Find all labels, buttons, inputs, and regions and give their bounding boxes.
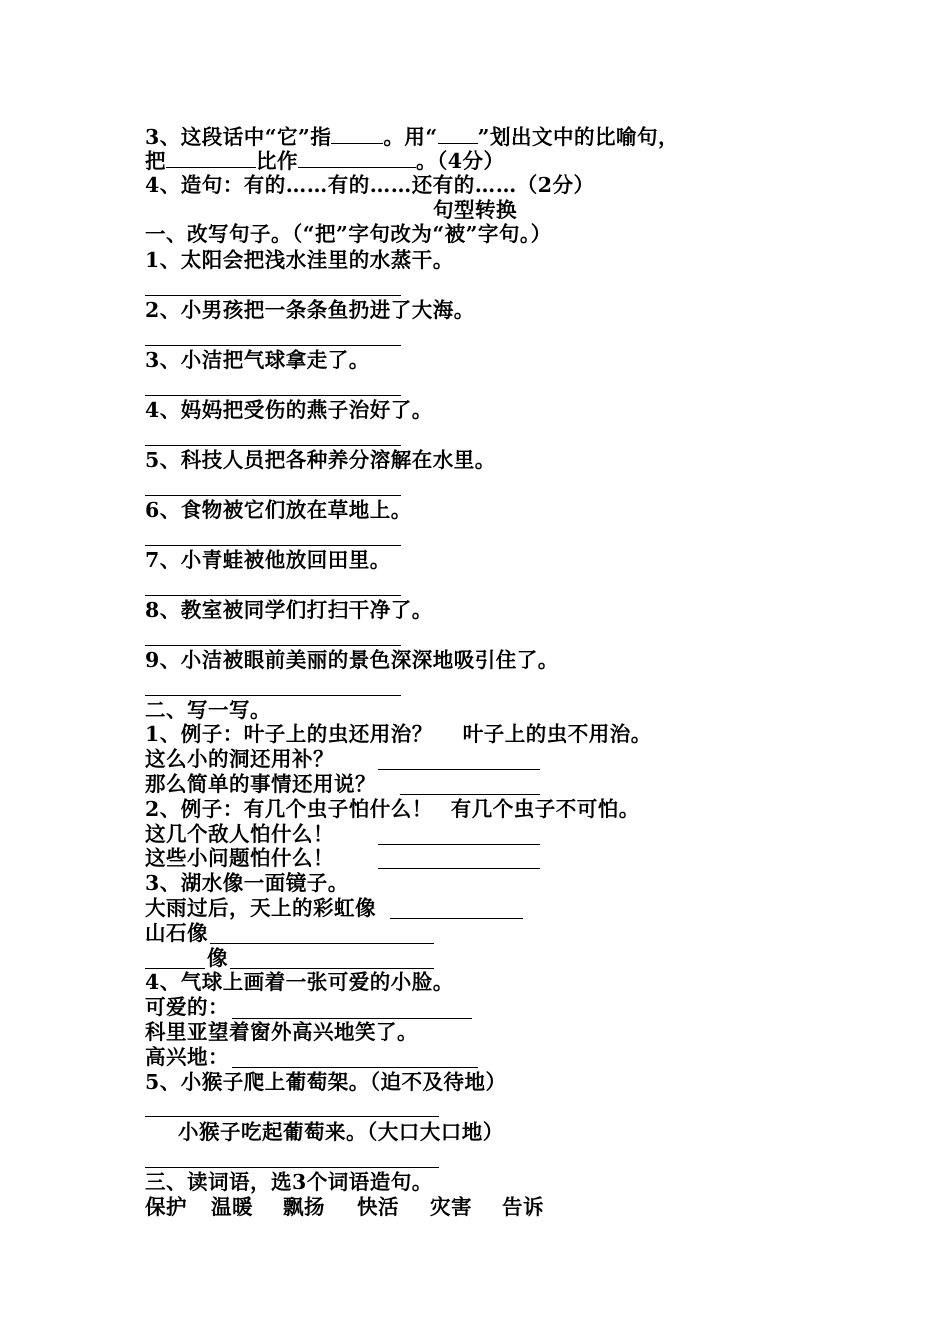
part2-ex5-blank-1[interactable] [145, 1116, 439, 1117]
part2-ex1-blank-1[interactable] [378, 769, 540, 770]
q3-score: 。（4分） [416, 149, 505, 173]
part2-ex4-blank-1[interactable] [232, 1018, 472, 1019]
part2-ex4-blank-2[interactable] [232, 1067, 478, 1068]
part1-answer-line-2[interactable] [145, 345, 401, 346]
part2-example-5: 5、小猴子爬上葡萄架。（迫不及待地） [145, 1070, 507, 1094]
part1-answer-line-8[interactable] [145, 645, 401, 646]
q3-text-3: ”划出文中的比喻句， [477, 125, 679, 149]
part2-example-3: 3、湖水像一面镜子。 [145, 871, 349, 895]
part1-item-3: 3、小洁把气球拿走了。 [145, 348, 370, 372]
q4-line: 4、造句：有的……有的……还有的……（2分） [145, 173, 595, 197]
part3-word-1: 保护 [145, 1195, 187, 1219]
q3-line2 [145, 148, 505, 173]
q3-text-2: 。用“ [383, 125, 438, 149]
part2-ex4-q2: 高兴地： [145, 1045, 229, 1069]
q3-blank-mark[interactable] [438, 124, 478, 144]
part3-heading: 三、读词语，选3个词语造句。 [145, 1170, 433, 1194]
part1-item-6: 6、食物被它们放在草地上。 [145, 498, 412, 522]
q3-text-ba: 把 [145, 149, 166, 173]
q3-text-1: 3、这段话中“它”指 [145, 125, 332, 149]
part2-ex2-blank-1[interactable] [378, 844, 540, 845]
part3-word-6: 告诉 [502, 1195, 544, 1219]
part1-item-9: 9、小洁被眼前美丽的景色深深地吸引住了。 [145, 648, 559, 672]
part1-answer-line-7[interactable] [145, 595, 401, 596]
part2-ex5-blank-2[interactable] [145, 1167, 439, 1168]
part2-ex3-blank-2[interactable] [210, 943, 434, 944]
part3-word-2: 温暖 [211, 1195, 253, 1219]
part1-item-8: 8、教室被同学们打扫干净了。 [145, 598, 433, 622]
q3-blank-a[interactable] [166, 148, 256, 168]
part2-example-2-question: 2、例子：有几个虫子怕什么！ [145, 797, 433, 821]
part2-ex1-q2: 那么简单的事情还用说？ [145, 772, 376, 796]
part2-heading: 二、写一写。 [145, 698, 271, 722]
part2-ex2-blank-2[interactable] [378, 868, 540, 869]
part2-ex2-q2: 这些小问题怕什么！ [145, 846, 334, 870]
part2-ex3-q3: 像 [207, 946, 228, 970]
part2-example-1-question: 1、例子：叶子上的虫还用治？ [145, 722, 433, 746]
part1-answer-line-4[interactable] [145, 445, 401, 446]
part1-item-1: 1、太阳会把浅水洼里的水蒸干。 [145, 248, 454, 272]
part2-ex3-q1: 大雨过后，天上的彩虹像 [145, 896, 376, 920]
q3-line1 [145, 124, 679, 149]
part2-ex3-blank-3a[interactable] [145, 968, 205, 969]
part3-word-5: 灾害 [430, 1195, 472, 1219]
part2-example-1-answer: 叶子上的虫不用治。 [462, 722, 652, 746]
part1-item-4: 4、妈妈把受伤的燕子治好了。 [145, 398, 433, 422]
part1-answer-line-3[interactable] [145, 395, 401, 396]
part2-ex4-sentence-2: 科里亚望着窗外高兴地笑了。 [145, 1020, 418, 1044]
part2-ex1-blank-2[interactable] [400, 794, 540, 795]
part2-example-1 [145, 722, 652, 746]
q3-text-bizuo: 比作 [256, 149, 298, 173]
q3-blank-b[interactable] [298, 148, 416, 168]
part2-ex4-q1: 可爱的： [145, 995, 229, 1019]
section-title: 句型转换 [433, 198, 517, 222]
part2-ex3-blank-3b[interactable] [230, 968, 434, 969]
part2-ex3-q2: 山石像 [145, 921, 208, 945]
part1-item-2: 2、小男孩把一条条鱼扔进了大海。 [145, 298, 475, 322]
part2-example-2 [145, 797, 640, 821]
part1-heading: 一、改写句子。（“把”字句改为“被”字句。） [145, 222, 552, 246]
part3-word-3: 飘扬 [283, 1195, 325, 1219]
part1-item-7: 7、小青蛙被他放回田里。 [145, 548, 391, 572]
part1-answer-line-9[interactable] [145, 695, 401, 696]
part2-example-4: 4、气球上画着一张可爱的小脸。 [145, 970, 454, 994]
part1-answer-line-6[interactable] [145, 545, 401, 546]
part2-ex1-q1: 这么小的洞还用补？ [145, 747, 334, 771]
part1-answer-line-1[interactable] [145, 295, 401, 296]
part2-ex3-blank-1[interactable] [390, 918, 523, 919]
part2-ex2-q1: 这几个敌人怕什么！ [145, 822, 334, 846]
part3-word-4: 快活 [357, 1195, 399, 1219]
q3-blank-it[interactable] [331, 124, 383, 144]
part2-example-2-answer: 有几个虫子不可怕。 [450, 797, 640, 821]
part1-item-5: 5、科技人员把各种养分溶解在水里。 [145, 448, 496, 472]
part2-ex5-sentence-2: 小猴子吃起葡萄来。（大口大口地） [178, 1120, 504, 1144]
part1-answer-line-5[interactable] [145, 495, 401, 496]
